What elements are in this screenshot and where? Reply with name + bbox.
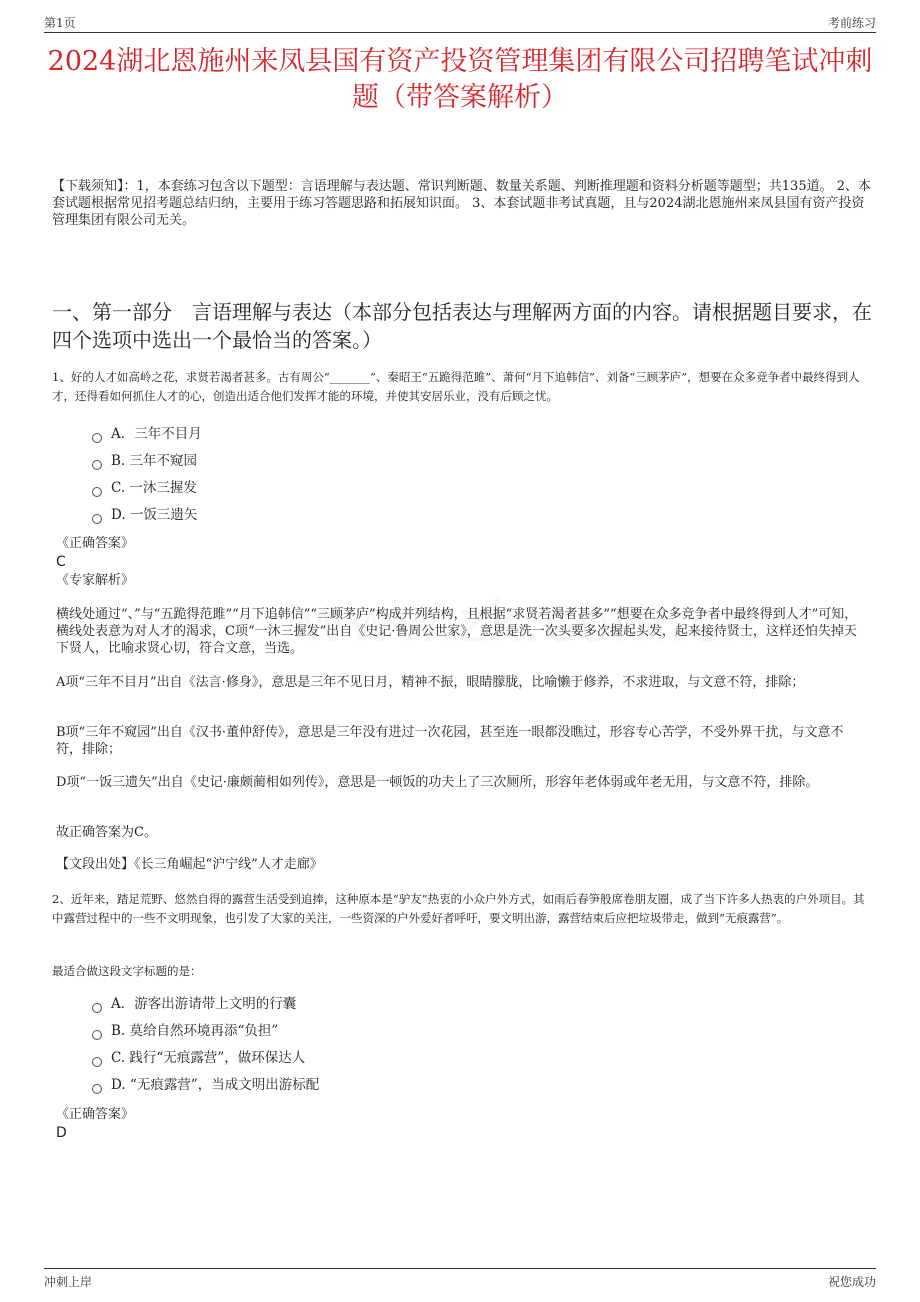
page-number: 第1页: [44, 16, 76, 30]
question-2-options: [92, 991, 792, 1099]
q2-option-c[interactable]: [92, 1045, 792, 1072]
q1-analysis-label: 《专家解析》: [56, 573, 135, 588]
q1-analysis-paragraph: D项“一饭三遗矢”出自《史记·廉颇蔺相如列传》，意思是一顿饭的功夫上了三次厕所，形容年老体弱或年老无用，与文意不符，排除。: [56, 775, 819, 790]
radio-icon[interactable]: [92, 1030, 102, 1040]
radio-icon[interactable]: [92, 460, 102, 470]
option-label: C. 践行“无痕露营”，做环保达人: [111, 1050, 306, 1066]
page-footer: [44, 1268, 876, 1293]
question-2-prompt: 最适合做这段文字标题的是：: [52, 964, 202, 978]
q1-analysis-paragraph: 横线处通过“、”与“五跪得范雎”“月下追韩信”“三顾茅庐”构成并列结构，且根据“求贤若渴者甚多”“想要在众多竞争者中最终得到人才”可知，横线处表意为对人才的渴求，C项“一沐三握发”出自《史记·鲁周公世家》，意思是洗一次头要多次握起头发，起来接待贤士，这样还怕失掉天下贤人，比喻求贤心切，符合文意，当选。: [56, 607, 858, 656]
q2-option-b[interactable]: [92, 1018, 792, 1045]
radio-icon[interactable]: [92, 1084, 102, 1094]
q1-source: 【文段出处】《长三角崛起“沪宁线”人才走廊》: [56, 857, 323, 872]
q1-option-b[interactable]: [92, 448, 792, 475]
q1-option-a[interactable]: [92, 421, 792, 448]
footer-left: 冲刺上岸: [44, 1275, 93, 1289]
q2-option-d[interactable]: [92, 1072, 792, 1099]
radio-icon[interactable]: [92, 514, 102, 524]
question-1-options: [92, 421, 792, 529]
radio-icon[interactable]: [92, 1003, 102, 1013]
option-label: A．三年不目月: [111, 426, 202, 442]
document-title: 2024湖北恩施州来凤县国有资产投资管理集团有限公司招聘笔试冲刺题（带答案解析）: [47, 46, 873, 113]
radio-icon[interactable]: [92, 433, 102, 443]
option-label: D. 一饭三遗矢: [111, 507, 198, 523]
q1-answer-label: 《正确答案》: [56, 536, 135, 551]
section-heading: 一、第一部分 言语理解与表达（本部分包括表达与理解两方面的内容。请根据题目要求，在四个选项中选出一个最恰当的答案。）: [52, 300, 872, 352]
q2-option-a[interactable]: [92, 991, 792, 1018]
option-label: B. 莫给自然环境再添“负担”: [111, 1023, 279, 1039]
option-label: C. 一沐三握发: [111, 480, 197, 496]
option-label: A．游客出游请带上文明的行囊: [111, 996, 297, 1012]
question-2-text: 2、近年来，踏足荒野、悠然自得的露营生活受到追捧，这种原本是“驴友”热衷的小众户外方式，如雨后春笋般席卷朋友圈，成了当下许多人热衷的户外项目。其中露营过程中的一些不文明现象，也引发了大家的关注，一些资深的户外爱好者呼吁，要文明出游，露营结束后应把垃圾带走，做到“无痕露营”。: [52, 892, 865, 925]
q2-answer: D: [56, 1125, 67, 1141]
page-header: [44, 12, 876, 33]
option-label: B. 三年不窥园: [111, 453, 198, 469]
q1-option-c[interactable]: [92, 475, 792, 502]
radio-icon[interactable]: [92, 1057, 102, 1067]
q2-answer-label: 《正确答案》: [56, 1107, 135, 1122]
option-label: D. “无痕露营”，当成文明出游标配: [111, 1077, 320, 1093]
q1-answer: C: [56, 554, 66, 570]
footer-right: 祝您成功: [827, 1275, 876, 1289]
header-label: 考前练习: [827, 16, 876, 30]
q1-analysis-paragraph: B项“三年不窥园”出自《汉书·董仲舒传》，意思是三年没有进过一次花园，甚至连一眼都没瞧过，形容专心苦学，不受外界干扰，与文意不符，排除；: [56, 725, 844, 757]
q1-analysis-paragraph: 故正确答案为C。: [56, 825, 157, 840]
download-notice: 【下载须知】：1，本套练习包含以下题型：言语理解与表达题、常识判断题、数量关系题、判断推理题和资料分析题等题型；共135道。 2、本套试题根据常见招考题总结归纳，主要用于练习答题思路和拓展知识面。 3、本套试题非考试真题，且与2024湖北恩施州来凤县国有资产投资管理集团有限公司无关。: [52, 179, 871, 228]
radio-icon[interactable]: [92, 487, 102, 497]
question-1-text: 1、好的人才如高岭之花，求贤若渴者甚多。古有周公“_______”、秦昭王“五跪得范雎”、萧何“月下追韩信”、刘备“三顾茅庐”，想要在众多竞争者中最终得到人才，还得看如何抓住人才的心，创造出适合他们发挥才能的环境，并使其安居乐业，没有后顾之忧。: [52, 370, 860, 403]
q1-option-d[interactable]: [92, 502, 792, 529]
q1-analysis-paragraph: A项“三年不目月”出自《法言·修身》，意思是三年不见日月，精神不振，眼睛朦胧，比喻懒于修养，不求进取，与文意不符，排除；: [56, 675, 805, 690]
